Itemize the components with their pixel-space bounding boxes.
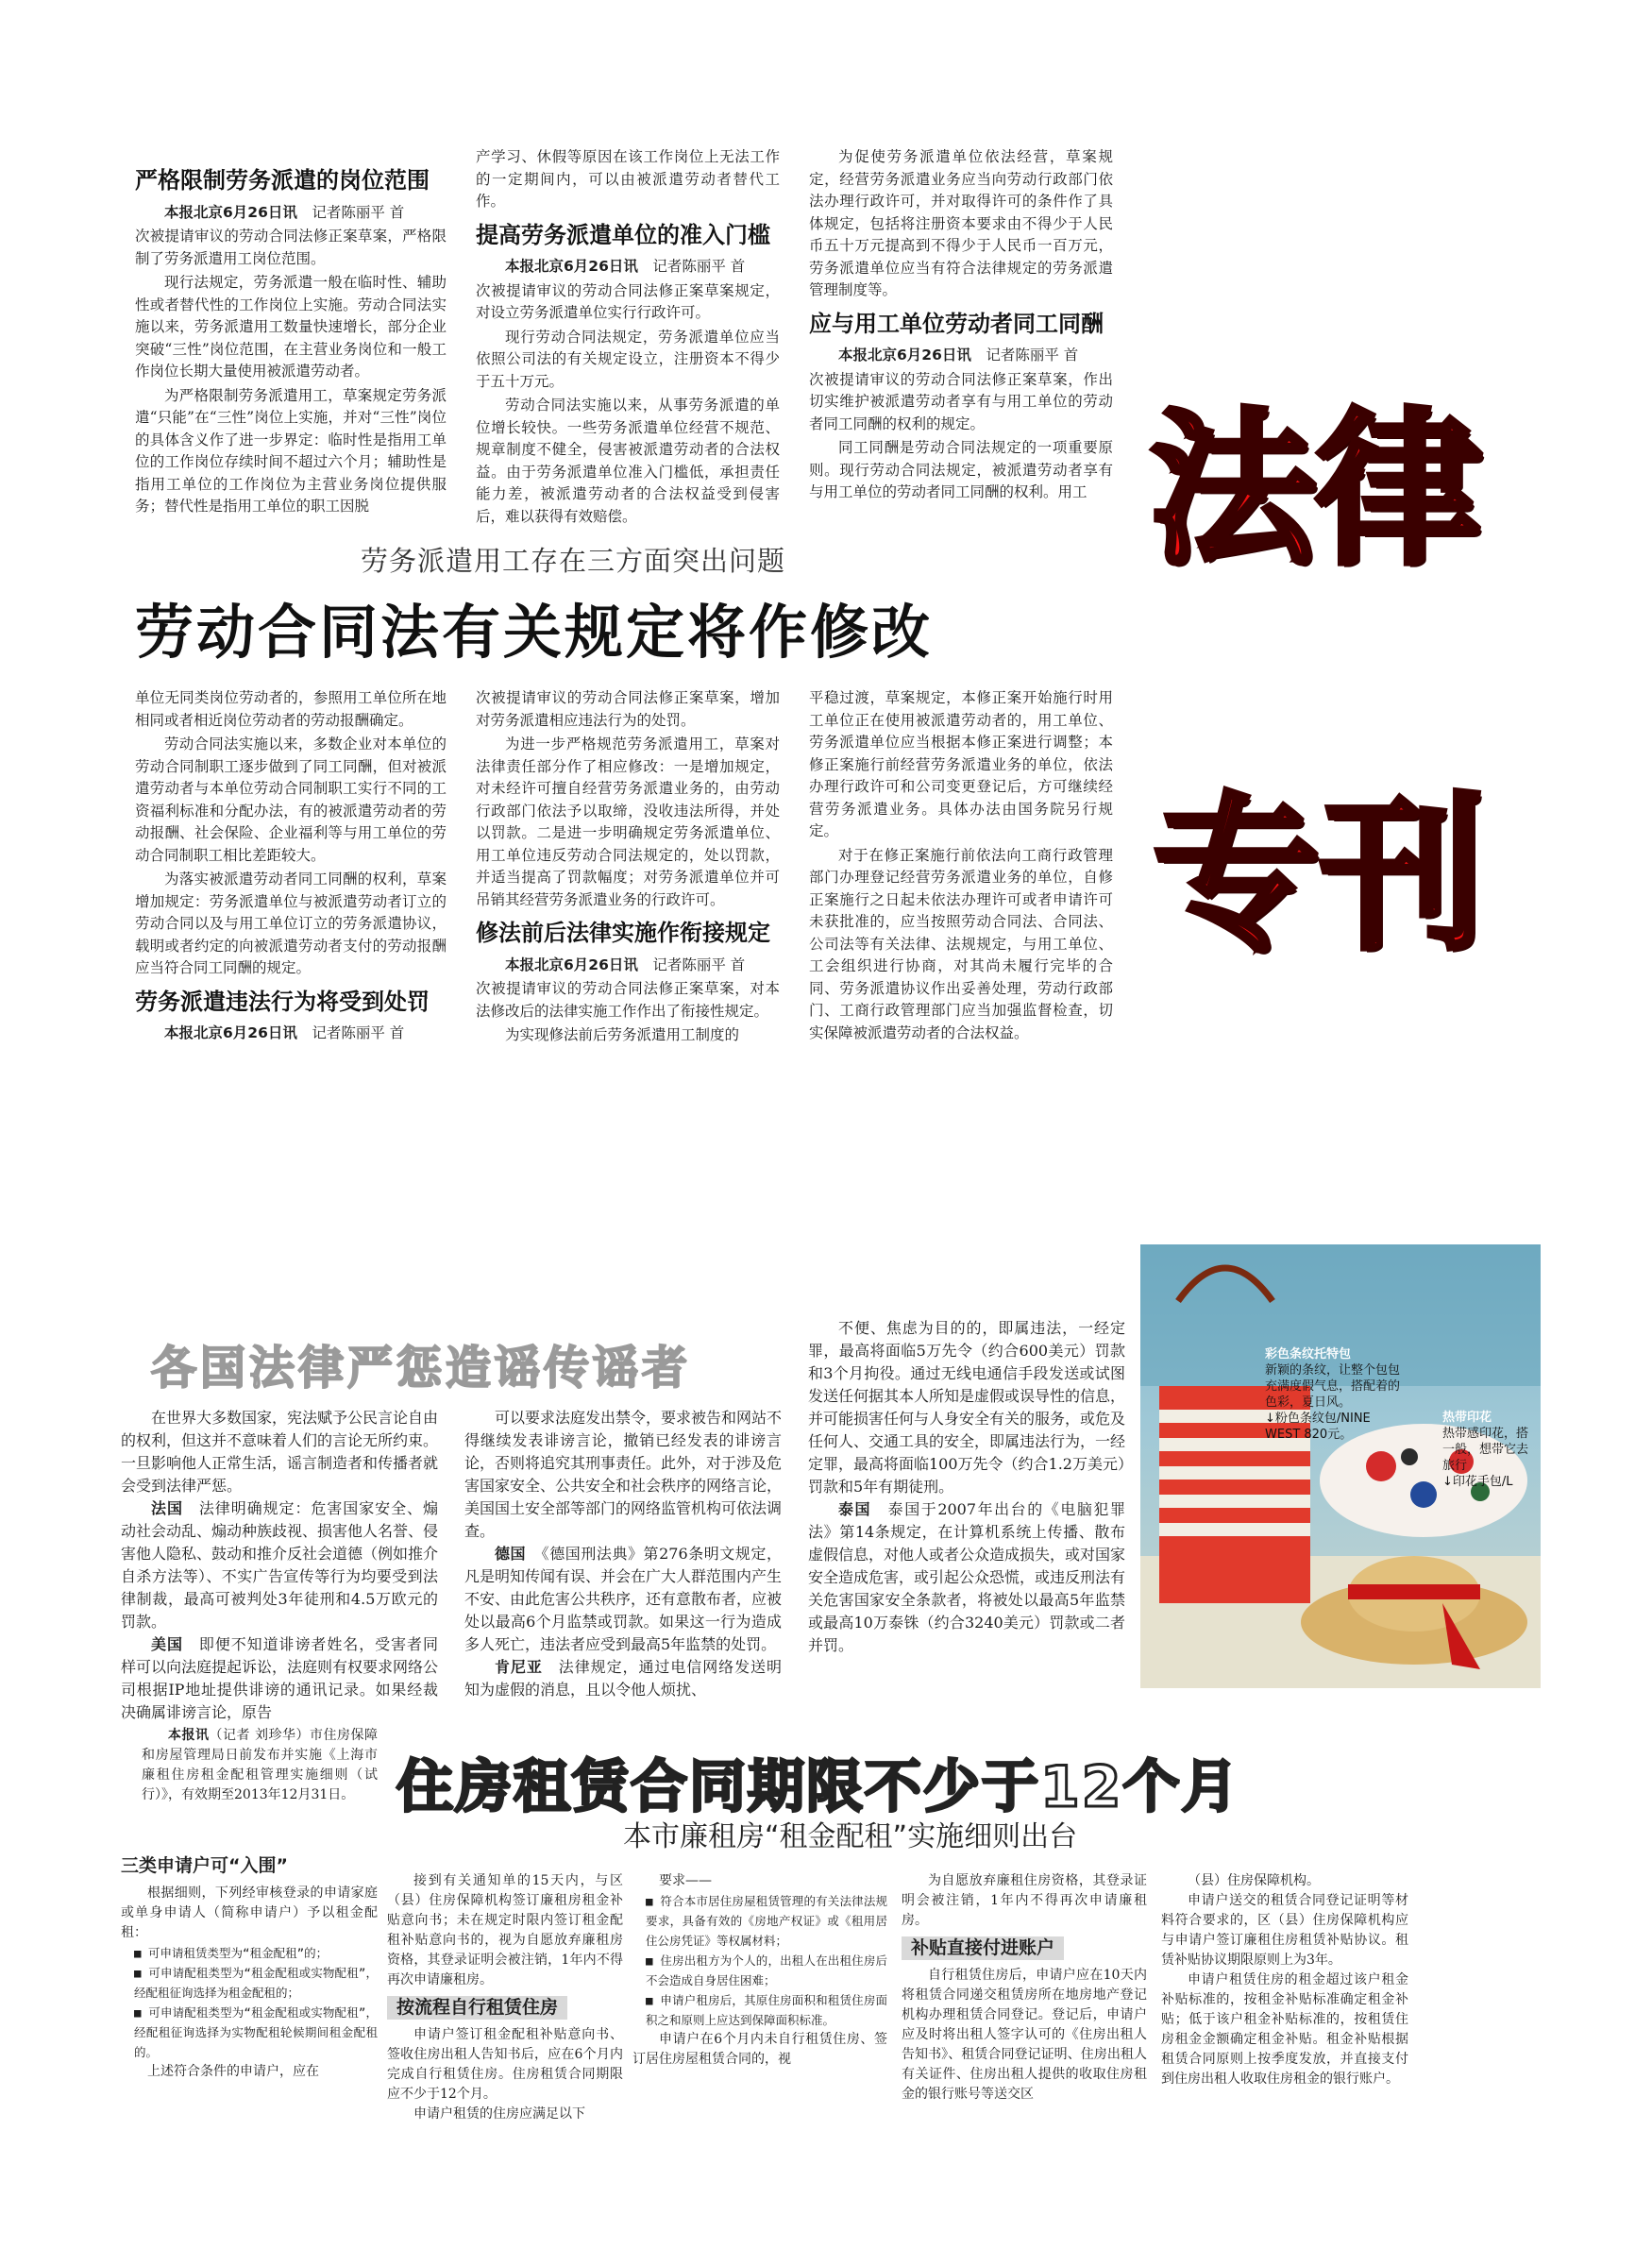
paragraph: 为实现修法前后劳务派遣用工制度的 bbox=[505, 1026, 740, 1043]
dateline: 本报北京6月26日讯 bbox=[505, 955, 638, 973]
paragraph: 次被提请审议的劳动合同法修正案草案，严格限制了劳务派遣用工岗位范围。 bbox=[135, 228, 447, 267]
paragraph: 不便、焦虑为目的的，即属违法，一经定罪，最高将面临5万先令（约合600美元）罚款和3个月拘役。通过无线电通信手段发送或试图发送任何据其本人所知是虚假或误导性的信息，并可能损害任何与人身安全有关的服务，或危及任何人、交通工具的安全，即属违法行为，一经定罪，最高将面临100万先令（约合1.2万美元）罚款和5年有期徒刑。 bbox=[808, 1319, 1126, 1496]
photo-caption-text: 热带感印花，搭一般，想带它去旅行 bbox=[1442, 1427, 1529, 1473]
reporter: 记者陈丽平 首 bbox=[312, 203, 405, 221]
rumor-column-3 bbox=[808, 1317, 1125, 1657]
housing-column-4 bbox=[902, 1871, 1147, 2105]
country-label: 美国 bbox=[151, 1635, 183, 1653]
section-heading: 严格限制劳务派遣的岗位范围 bbox=[135, 167, 430, 194]
paragraph: 平稳过渡，草案规定，本修正案开始施行时用工单位正在使用被派遣劳动者的，用工单位、劳务派遣单位应当根据本修正案进行调整；本修正案施行前经营劳务派遣业务的单位，依法办理行政许可和公司变更登记后，方可继续经营劳务派遣业务。具体办法由国务院另行规定。 bbox=[809, 689, 1113, 839]
photo-caption-text: 新颖的条纹，让整个包包充满度假气息，搭配着的色彩，夏日风。 bbox=[1265, 1363, 1401, 1410]
paragraph: 次被提请审议的劳动合同法修正案草案规定，对设立劳务派遣单位实行行政许可。 bbox=[476, 281, 780, 321]
bullet-item: ■ 可申请配租类型为“租金配租或实物配租”，经配租征询选择为租金配租的； bbox=[134, 1966, 378, 2000]
country-label: 德国 bbox=[495, 1545, 527, 1563]
paragraph: 次被提请审议的劳动合同法修正案草案，对本法修改后的法律实施工作作出了衔接性规定。 bbox=[476, 980, 780, 1020]
reporter: 记者陈丽平 首 bbox=[986, 347, 1079, 364]
paragraph: 为进一步严格规范劳务派遣用工，草案对法律责任部分作了相应修改：一是增加规定，对未经许可擅自经营劳务派遣业务的，由劳动行政部门依法予以取缔，没收违法所得，并处以罚款。二是进一步明确规定劳务派遣单位、用工单位违反劳动合同法规定的，处以罚款，并适当提高了罚款幅度；对劳务派遣单位并可吊销其经营劳务派遣业务的行政许可。 bbox=[476, 736, 780, 908]
headline-subtitle: 劳务派遣用工存在三方面突出问题 bbox=[361, 545, 786, 577]
dateline: 本报北京6月26日讯 bbox=[838, 347, 971, 364]
top-column-2 bbox=[476, 146, 780, 530]
headline-title: 劳动合同法有关规定将作修改 bbox=[135, 598, 934, 667]
paragraph: （记者 刘珍华）市住房保障和房屋管理局日前发布并实施《上海市廉租住房租金配租管理实施细则（试行）》，有效期至2013年12月31日。 bbox=[142, 1728, 379, 1802]
section-heading: 按流程自行租赁住房 bbox=[387, 1996, 567, 2020]
country-label: 泰国 bbox=[838, 1500, 872, 1518]
photo-caption-price: ↓粉色条纹包/NINE WEST 820元。 bbox=[1265, 1412, 1371, 1442]
paragraph: 劳动合同法实施以来，从事劳务派遣的单位增长较快。一些劳务派遣单位经营不规范、规章制度不健全，侵害被派遣劳动者的合法权益。由于劳务派遣单位准入门槛低，承担责任能力差，被派遣劳动者的合法权益受到侵害后，难以获得有效赔偿。 bbox=[476, 397, 780, 525]
legal-column-stamp-line-2: 专刊 bbox=[1154, 779, 1487, 972]
paragraph: 法律规定，通过电信网络发送明知为虚假的消息，且以令他人烦扰、 bbox=[464, 1658, 782, 1699]
bullet-item: ■ 申请户租房后，其原住房面积和租赁住房面积之和原则上应达到保障面积标准。 bbox=[646, 1993, 887, 2027]
paragraph: 申请户租赁的住房应满足以下 bbox=[413, 2106, 585, 2122]
bullet-item: ■ 可申请租赁类型为“租金配租”的； bbox=[134, 1946, 329, 1960]
housing-column-1 bbox=[121, 1849, 378, 2082]
dateline: 本报北京6月26日讯 bbox=[164, 1024, 297, 1041]
rumor-column-1 bbox=[121, 1407, 438, 1724]
paragraph: 在世界大多数国家，宪法赋予公民言论自由的权利，但这并不意味着人们的言论无所约束。一旦影响他人正常生活，谣言制造者和传播者就会受到法律严惩。 bbox=[121, 1409, 439, 1495]
bullet-item: ■ 住房出租方为个人的，出租人在出租住房后不会造成自身居住困难； bbox=[646, 1953, 887, 1987]
paragraph: 申请户签订租金配租补贴意向书、签收住房出租人告知书后，应在6个月内完成自行租赁住房。住房租赁合同期限应不少于12个月。 bbox=[387, 2027, 623, 2102]
paragraph: 《德国刑法典》第276条明文规定，凡是明知传闻有误、并会在广大人群范围内产生不安、由此危害公共秩序，还有意散布者，应被处以最高6个月监禁或罚款。如果这一行为造成多人死亡，违法者应受到最高5年监禁的处罚。 bbox=[464, 1545, 783, 1653]
section-heading: 三类申请户可“入围” bbox=[121, 1855, 288, 1876]
paragraph: 为严格限制劳务派遣用工，草案规定劳务派遣“只能”在“三性”岗位上实施，并对“三性”岗位的具体含义作了进一步界定：临时性是指用工单位的工作岗位存续时间不超过六个月；辅助性是指用工单位的工作岗位为主营业务岗位提供服务；替代性是指用工单位的职工因脱 bbox=[135, 386, 447, 515]
paragraph: 次被提请审议的劳动合同法修正案草案，作出切实维护被派遣劳动者享有与用工单位的劳动者同工同酬的权利的规定。 bbox=[809, 370, 1113, 432]
housing-column-3 bbox=[632, 1871, 887, 2070]
housing-lead bbox=[142, 1726, 378, 1805]
top-column-3 bbox=[809, 146, 1113, 506]
mid-column-2 bbox=[476, 687, 780, 1049]
paragraph: 产学习、休假等原因在该工作岗位上无法工作的一定期间内，可以由被派遣劳动者替代工作。 bbox=[476, 148, 780, 210]
housing-article-title: 住房租赁合同期限不少于12个月 bbox=[396, 1754, 1240, 1820]
paragraph: 即便不知道诽谤者姓名，受害者同样可以向法庭提起诉讼，法庭则有权要求网络公司根据IP地址提供诽谤的通讯记录。如果经裁决确属诽谤言论，原告 bbox=[121, 1635, 439, 1721]
paragraph: 法律明确规定：危害国家安全、煽动社会动乱、煽动种族歧视、损害他人名誉、侵害他人隐私、鼓动和推介反社会道德（例如推介自杀方法等）、不实广告宣传等行为均要受到法律制裁，最高可被判处3年徒刑和4.5万欧元的罚款。 bbox=[121, 1499, 439, 1631]
country-label: 肯尼亚 bbox=[495, 1658, 543, 1676]
paragraph: （县）住房保障机构。 bbox=[1188, 1873, 1320, 1888]
paragraph: 自行租赁住房后，申请户应在10天内将租赁合同递交租赁房所在地房地产登记机构办理租赁合同登记。登记后，申请户应及时将出租人签字认可的《住房出租人告知书》、租赁合同登记证明、住房出租人有关证件、住房出租人提供的收取住房租金的银行账号等送交区 bbox=[902, 1968, 1147, 2102]
paragraph: 单位无同类岗位劳动者的，参照用工单位所在地相同或者相近岗位劳动者的劳动报酬确定。 bbox=[135, 689, 447, 729]
rumor-column-2 bbox=[464, 1407, 782, 1701]
mid-column-1 bbox=[135, 687, 447, 1047]
photo-caption-title: 热带印花 bbox=[1442, 1411, 1492, 1425]
dateline: 本报北京6月26日讯 bbox=[164, 203, 297, 221]
housing-article-subtitle: 本市廉租房“租金配租”实施细则出台 bbox=[623, 1820, 1078, 1853]
fashion-photo bbox=[1140, 1244, 1541, 1688]
photo-caption-title: 彩色条纹托特包 bbox=[1265, 1347, 1352, 1361]
paragraph: 申请户送交的租赁合同登记证明等材料符合要求的，区（县）住房保障机构应与申请户签订廉租住房租赁补贴协议。租赁补贴协议期限原则上为3年。 bbox=[1161, 1893, 1408, 1968]
rumor-article-title: 各国法律严惩造谣传谣者 bbox=[151, 1342, 692, 1395]
section-heading: 劳务派遣违法行为将受到处罚 bbox=[135, 988, 430, 1015]
paragraph: 为自愿放弃廉租住房资格，其登录证明会被注销，1年内不得再次申请廉租房。 bbox=[902, 1873, 1147, 1928]
bullet-item: ■ 符合本市居住房屋租赁管理的有关法律法规要求，具备有效的《房地产权证》或《租用居住公房凭证》等权属材料； bbox=[646, 1894, 887, 1948]
paragraph: 对于在修正案施行前依法向工商行政管理部门办理登记经营劳务派遣业务的单位，自修正案施行之日起未依法办理许可或者申请许可未获批准的，应当按照劳动合同法、合同法、公司法等有关法律、法规规定，与用工单位、工会组织进行协商，对其尚未履行完毕的合同、劳务派遣协议作出妥善处理，劳动行政部门、工商行政管理部门应当加强监督检查，切实保障被派遣劳动者的合法权益。 bbox=[809, 846, 1113, 1041]
housing-column-5 bbox=[1161, 1871, 1408, 2089]
paragraph: 要求—— bbox=[659, 1873, 712, 1888]
reporter: 记者陈丽平 首 bbox=[652, 955, 746, 973]
dateline: 本报北京6月26日讯 bbox=[505, 258, 638, 275]
paragraph: 申请户租赁住房的租金超过该户租金补贴标准的，按租金补贴标准确定租金补贴；低于该户租金补贴标准的，按租赁住房租金金额确定租金补贴。租金补贴根据租赁合同原则上按季度发放，并直接支付到住房出租人收取住房租金的银行账户。 bbox=[1161, 1972, 1408, 2087]
paragraph: 为促使劳务派遣单位依法经营，草案规定，经营劳务派遣业务应当向劳动行政部门依法办理行政许可，并对取得许可的条件作了具体规定，包括将注册资本要求由不得少于人民币五十万元提高到不得少于人民币一百万元，劳务派遣单位应当有符合法律规定的劳务派遣管理制度等。 bbox=[809, 148, 1113, 298]
legal-column-stamp-line-1: 法律 bbox=[1150, 394, 1483, 587]
paragraph: 现行劳动合同法规定，劳务派遣单位应当依照公司法的有关规定设立，注册资本不得少于五十万元。 bbox=[476, 328, 780, 390]
dateline: 本报讯 bbox=[168, 1728, 210, 1743]
paragraph: 劳动合同法实施以来，多数企业对本单位的劳动合同制职工逐步做到了同工同酬，但对被派遣劳动者与本单位劳动合同制职工实行不同的工资福利标准和分配办法，有的被派遣劳动者的劳动报酬、社会保险、企业福利等与用工单位的劳动合同制职工相比差距较大。 bbox=[135, 736, 447, 864]
reporter: 记者陈丽平 首 bbox=[652, 258, 746, 275]
paragraph: 可以要求法庭发出禁令，要求被告和网站不得继续发表诽谤言论，撤销已经发表的诽谤言论，否则将追究其刑事责任。此外，对于涉及危害国家安全、公共安全和社会秩序的网络言论，美国国土安全部等部门的网络监管机构可依法调查。 bbox=[464, 1409, 783, 1540]
section-heading: 应与用工单位劳动者同工同酬 bbox=[809, 310, 1104, 337]
mid-column-3 bbox=[809, 687, 1113, 1046]
paragraph: 申请户在6个月内未自行租赁住房、签订居住房屋租赁合同的，视 bbox=[632, 2032, 887, 2067]
reporter: 记者陈丽平 首 bbox=[312, 1024, 405, 1041]
paragraph: 现行法规定，劳务派遣一般在临时性、辅助性或者替代性的工作岗位上实施。劳动合同法实施以来，劳务派遣用工数量快速增长，部分企业突破“三性”岗位范围，在主营业务岗位和一般工作岗位长期大量使用被派遣劳动者。 bbox=[135, 274, 447, 380]
section-heading: 补贴直接付进账户 bbox=[902, 1936, 1064, 1960]
paragraph: 为落实被派遣劳动者同工同酬的权利，草案增加规定：劳务派遣单位与被派遣劳动者订立的劳动合同以及与用工单位订立的劳务派遣协议，载明或者约定的向被派遣劳动者支付的劳动报酬应当符合同工同酬的规定。 bbox=[135, 871, 447, 976]
bullet-item: ■ 可申请配租类型为“租金配租或实物配租”，经配租征询选择为实物配租轮候期间租金配租的。 bbox=[134, 2005, 378, 2059]
paragraph: 上述符合条件的申请户，应在 bbox=[147, 2064, 319, 2079]
paragraph: 泰国于2007年出台的《电脑犯罪法》第14条规定，在计算机系统上传播、散布虚假信息，对他人或者公众造成损失，或对国家安全造成危害，或引起公众恐慌，或违反刑法有关危害国家安全条款者，将被处以最高5年监禁或最高10万泰铢（约合3240美元）罚款或二者并罚。 bbox=[808, 1500, 1126, 1654]
housing-column-2 bbox=[387, 1871, 623, 2124]
paragraph: 根据细则，下列经审核登录的申请家庭或单身申请人（简称申请户）予以租金配租： bbox=[121, 1886, 378, 1940]
photo-caption-price: ↓印花手包/L bbox=[1442, 1475, 1513, 1489]
country-label: 法国 bbox=[151, 1499, 183, 1517]
paragraph: 同工同酬是劳动合同法规定的一项重要原则。现行劳动合同法规定，被派遣劳动者享有与用工单位的劳动者同工同酬的权利。用工 bbox=[809, 439, 1113, 500]
paragraph: 次被提请审议的劳动合同法修正案草案，增加对劳务派遣相应违法行为的处罚。 bbox=[476, 689, 780, 729]
top-column-1 bbox=[135, 159, 447, 520]
paragraph: 接到有关通知单的15天内，与区（县）住房保障机构签订廉租房租金补贴意向书；未在规定时限内签订租金配租补贴意向书的，视为自愿放弃廉租房资格，其登录证明会被注销，1年内不得再次申请廉租房。 bbox=[387, 1873, 623, 1987]
section-heading: 修法前后法律实施作衔接规定 bbox=[476, 920, 770, 946]
section-heading: 提高劳务派遣单位的准入门槛 bbox=[476, 221, 770, 248]
